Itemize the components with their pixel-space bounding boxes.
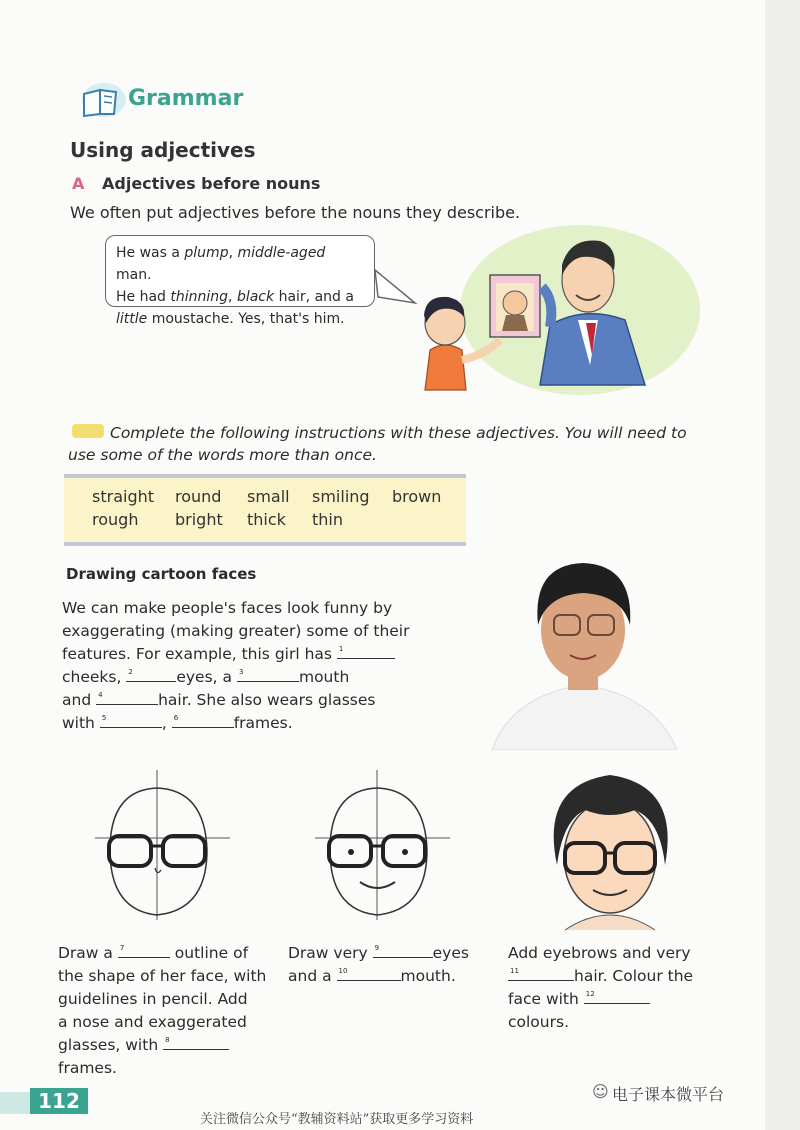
page-number-bar — [0, 1092, 30, 1114]
page-number: 112 — [30, 1088, 88, 1114]
wechat-icon: ☺ — [592, 1082, 609, 1101]
blank-5[interactable]: 5 — [100, 713, 162, 728]
girl-photo — [472, 555, 694, 750]
grammar-title: Grammar — [128, 86, 244, 111]
word-item: brown — [392, 487, 442, 506]
blank-4[interactable]: 4 — [96, 690, 158, 705]
instruction-column-2: Draw very 9 eyes and a 10 mouth. — [288, 944, 469, 985]
blank-6[interactable]: 6 — [172, 713, 234, 728]
footer-text: 关注微信公众号“教辅资料站”获取更多学习资料 — [200, 1112, 474, 1127]
speech-bubble: He was a plump, middle-aged man. He had thinning, black hair, and a little moustache. Yes, that's him. — [105, 235, 375, 307]
section-title: Using adjectives — [70, 138, 256, 162]
face-eyes-mouth-sketch — [315, 770, 455, 930]
blank-11[interactable]: 11 — [508, 966, 574, 981]
boy-and-man-illustration — [370, 215, 700, 400]
word-item: smiling — [312, 487, 370, 506]
word-item: thin — [312, 510, 343, 529]
watermark-text: 电子课本微平台 — [612, 1085, 725, 1104]
blank-10[interactable]: 10 — [337, 966, 401, 981]
blank-1[interactable]: 1 — [337, 644, 395, 659]
coloured-face-drawing — [535, 765, 685, 935]
word-item: bright — [175, 510, 223, 529]
blank-12[interactable]: 12 — [584, 989, 650, 1004]
word-item: round — [175, 487, 222, 506]
drawing-heading: Drawing cartoon faces — [66, 565, 257, 583]
intro-text: We often put adjectives before the nouns they describe. — [70, 203, 521, 222]
instruction-column-1: Draw a 7 outline of the shape of her face, with guidelines in pencil. Add a nose and exaggerated glasses, with 8 frames. — [58, 944, 267, 1077]
drawing-paragraph: We can make people's faces look funny by exaggerating (making greater) some of their features. For example, this girl has 1 cheeks, 2 eyes, a 3 mouth and 4 hair. She also wears glasses with 5 , 6 frames. — [62, 599, 410, 732]
instruction-column-3: Add eyebrows and very 11 hair. Colour the face with 12 colours. — [508, 944, 694, 1031]
blank-2[interactable]: 2 — [126, 667, 176, 682]
word-item: straight — [92, 487, 155, 506]
section-letter: A — [72, 174, 85, 193]
instruction-text: Complete the following instructions with these adjectives. You will need to use some of the words more than once. — [68, 424, 687, 464]
blank-9[interactable]: 9 — [373, 943, 433, 958]
face-outline-sketch — [95, 770, 235, 930]
blank-7[interactable]: 7 — [118, 943, 170, 958]
blank-8[interactable]: 8 — [163, 1035, 229, 1050]
word-item: rough — [92, 510, 139, 529]
word-item: thick — [247, 510, 286, 529]
section-subtitle: Adjectives before nouns — [102, 174, 321, 193]
book-icon — [78, 80, 126, 120]
blank-3[interactable]: 3 — [237, 667, 299, 682]
page-edge — [765, 0, 800, 1130]
word-item: small — [247, 487, 290, 506]
